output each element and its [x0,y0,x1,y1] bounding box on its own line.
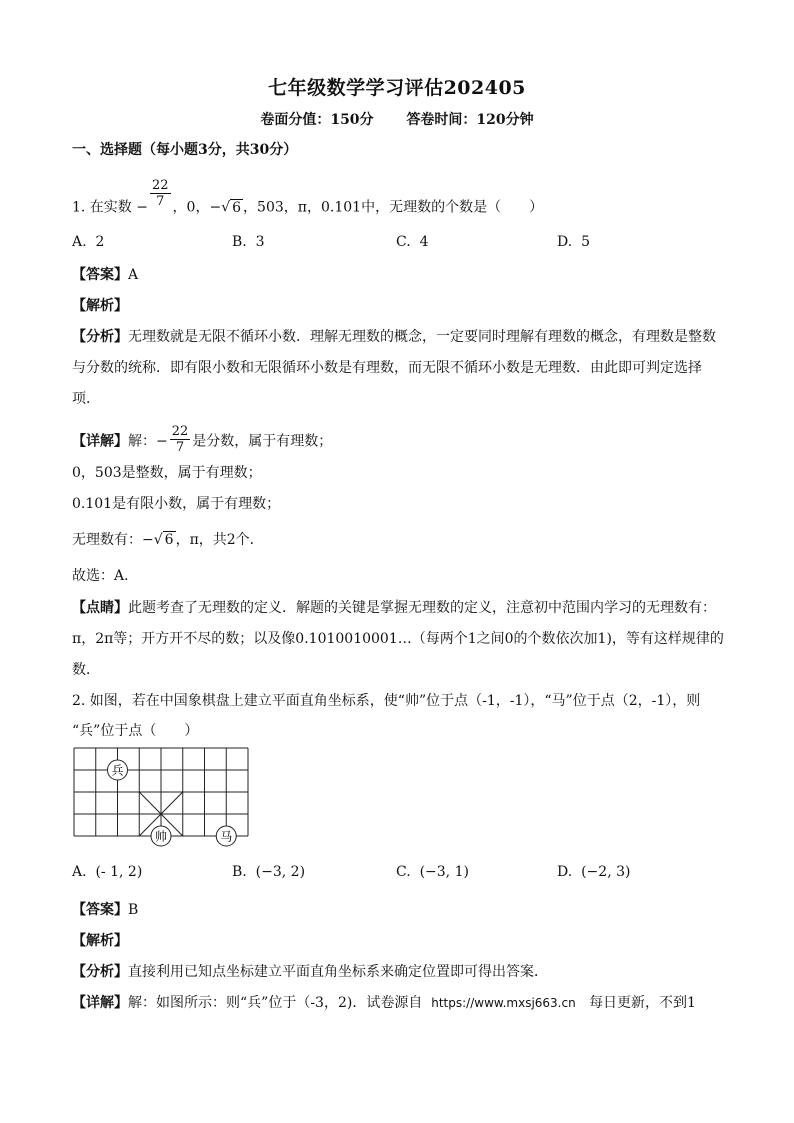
q1-sep3: ，0.101 [306,199,362,216]
svg-text:兵: 兵 [111,763,124,778]
piece-shuai [151,826,171,846]
q1-suffix: 中，无理数的个数是（ ） [361,199,544,216]
chess-board-figure [72,746,254,848]
q1-detail-fraction: $\frac{22}{7}$ [171,424,189,455]
q1-option-b: B. 3 [232,234,265,250]
q1-fraction [150,178,171,209]
board-grid [74,748,248,836]
exam-subtitle [0,109,794,129]
q1-pi: π [297,199,307,216]
q2-option-d: D. (−2, 3) [557,864,631,880]
q2-detail: 【详解】解：如图所示：则“兵”位于（-3，2)．试卷源自 https://www.mxsj663.cn 每日更新，不到1 [72,995,696,1011]
q2-stem-line1: 2. 如图，若在中国象棋盘上建立平面直角坐标系，使“帅”位于点（-1，-1），“马”位于点（2，-1），则 [72,693,701,709]
q1-answer: 【答案】A [72,267,139,283]
score-label: 卷面分值：150分 [260,112,374,128]
q2-option-a: A. (- 1, 2) [72,864,143,880]
q1-detail-line2: 0，503是整数，属于有理数； [72,465,262,481]
exam-title: 七年级数学学习评估202405 [268,77,526,99]
q1-frac-num: 22 [152,178,169,193]
q1-stem: 1. 在实数 − $\frac{22}{7}$ ，0，−√ 6 ，503，π，0.101中，无理数的个数是（ ） [72,178,544,216]
q1-fenxi-line1: 【分析】无理数就是无限不循环小数．理解无理数的概念，一定要同时理解有理数的概念，有理数是整数 [72,329,716,345]
q1-prefix: 1. 在实数 [72,199,132,216]
q1-detail-line1: 【详解】解：− $\frac{22}{7}$ 是分数，属于有理数； [72,424,333,455]
q1-detail-line4: 无理数有：−√ 6 ，π，共2个． [72,532,264,548]
q2-option-b: B. (−3, 2) [232,864,306,880]
piece-ma [216,826,236,846]
q1-comment-line3: 数． [72,662,100,678]
q1-choose: 故选：A． [72,568,139,584]
section-heading: 一、选择题（每小题3分，共30分） [72,142,298,158]
svg-text:马: 马 [220,829,233,844]
q1-sep1: ，0， [172,199,210,216]
q1-frac-den: 7 [156,194,165,209]
source-url: https://www.mxsj663.cn [431,996,576,1010]
q1-sep2: ，503， [243,199,298,216]
q1-analysis-tag: 【解析】 [72,298,128,314]
q1-detail-line3: 0.101是有限小数，属于有理数； [72,496,281,512]
q1-fenxi-line2: 与分数的统称．即有限小数和无限循环小数是有理数，而无限不循环小数是无理数．由此即可判定选择 [72,360,702,376]
q1-sqrt-val: 6 [232,199,242,216]
q2-option-c: C. (−3, 1) [396,864,469,880]
q1-sqrt-prefix: − [209,199,222,216]
q1-comment-line1: 【点睛】此题考查了无理数的定义．解题的关键是掌握无理数的定义，注意初中范围内学习的无理数有： [72,600,716,616]
q1-fenxi-line3: 项． [72,391,100,407]
q2-stem-line2: “兵”位于点（ ） [72,723,199,739]
q1-option-d: D. 5 [557,234,591,250]
q1-option-a: A. 2 [72,234,105,250]
time-label: 答卷时间：120分钟 [406,112,534,128]
q2-analysis-tag: 【解析】 [72,933,128,949]
piece-bing [108,760,128,780]
q1-comment-line2: π，2π等；开方开不尽的数；以及像0.1010010001…（每两个1之间0的个数依次加1)，等有这样规律的 [72,631,724,647]
svg-text:帅: 帅 [154,829,168,844]
q2-answer: 【答案】B [72,902,139,918]
q2-fenxi: 【分析】直接利用已知点坐标建立平面直角坐标系来确定位置即可得出答案． [72,964,548,980]
q1-minus: − [136,199,148,216]
q1-option-c: C. 4 [396,234,429,250]
